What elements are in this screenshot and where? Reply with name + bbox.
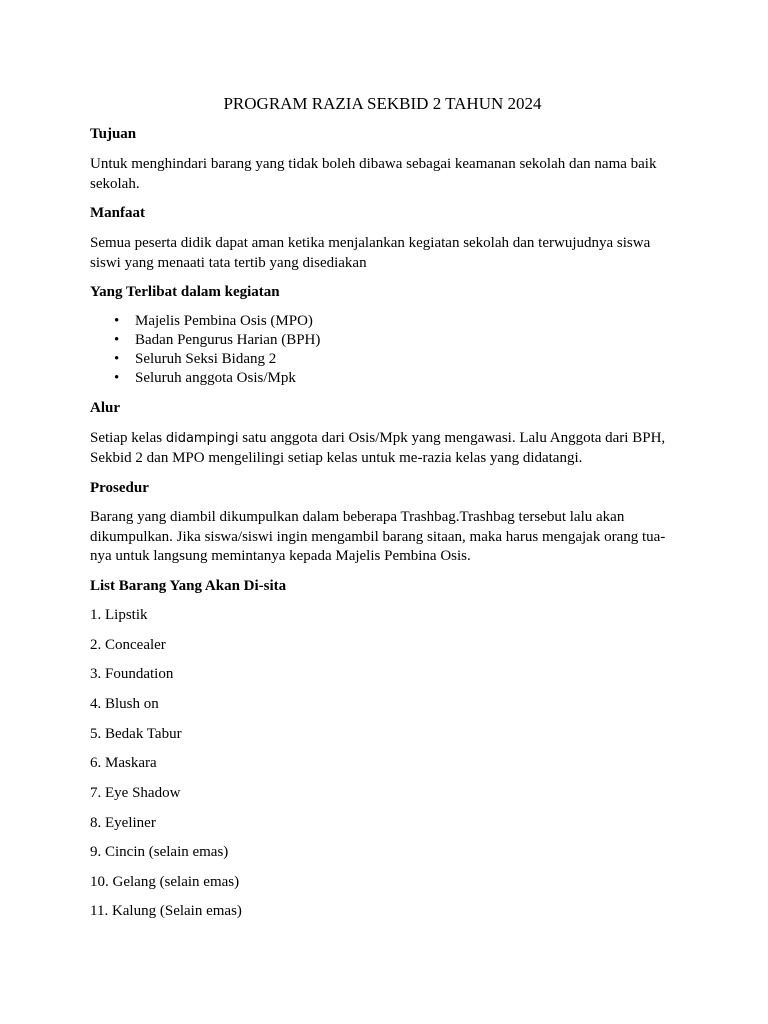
- list-item: 7. Eye Shadow: [90, 785, 181, 801]
- list-item: 10. Gelang (selain emas): [90, 874, 240, 890]
- bullet-icon: •: [114, 313, 120, 329]
- section-heading-tujuan: Tujuan: [90, 126, 137, 142]
- section-heading-list-barang: List Barang Yang Akan Di-sita: [90, 578, 287, 594]
- list-item: [90, 331, 320, 350]
- bullet-icon: •: [114, 351, 120, 367]
- participants-list: [90, 312, 320, 388]
- list-item: 1. Lipstik: [90, 607, 148, 623]
- list-item: [90, 350, 320, 369]
- list-item: 4. Blush on: [90, 696, 159, 712]
- section-heading-terlibat: Yang Terlibat dalam kegiatan: [90, 284, 280, 300]
- section-text-alur: [90, 429, 675, 468]
- alur-text-emphasis: didampingi: [165, 431, 239, 446]
- document-page: [90, 0, 675, 1024]
- bullet-icon: •: [114, 332, 120, 348]
- participant-label: Badan Pengurus Harian (BPH): [135, 332, 321, 348]
- section-heading-manfaat: Manfaat: [90, 205, 145, 221]
- list-item: 2. Concealer: [90, 637, 166, 653]
- section-text-manfaat: Semua peserta didik dapat aman ketika menjalankan kegiatan sekolah dan terwujudnya siswa siswi yang menaati tata tertib yang disediakan: [90, 235, 651, 271]
- section-heading-prosedur: Prosedur: [90, 480, 149, 496]
- list-item: 6. Maskara: [90, 755, 157, 771]
- alur-text-end: satu anggota dari Osis/Mpk yang mengawasi. Lalu Anggota dari BPH, Sekbid 2 dan MPO mengelilingi setiap kelas untuk me-razia kelas yang didatangi.: [90, 430, 666, 466]
- bullet-icon: •: [114, 370, 120, 386]
- section-text-tujuan: Untuk menghindari barang yang tidak boleh dibawa sebagai keamanan sekolah dan nama baik sekolah.: [90, 156, 657, 192]
- section-heading-alur: Alur: [90, 400, 120, 416]
- list-item: 3. Foundation: [90, 666, 174, 682]
- alur-text-start: Setiap kelas: [90, 430, 166, 446]
- participant-label: Seluruh Seksi Bidang 2: [135, 351, 277, 367]
- list-item: 9. Cincin (selain emas): [90, 844, 229, 860]
- list-item: 11. Kalung (Selain emas): [90, 903, 242, 919]
- participant-label: Majelis Pembina Osis (MPO): [135, 313, 313, 329]
- list-item: [90, 369, 320, 388]
- document-title: PROGRAM RAZIA SEKBID 2 TAHUN 2024: [223, 94, 542, 113]
- participant-label: Seluruh anggota Osis/Mpk: [135, 370, 296, 386]
- list-item: 8. Eyeliner: [90, 815, 156, 831]
- list-item: 5. Bedak Tabur: [90, 726, 182, 742]
- list-item: [90, 312, 320, 331]
- section-text-prosedur: Barang yang diambil dikumpulkan dalam beberapa Trashbag.Trashbag tersebut lalu akan dikumpulkan. Jika siswa/siswi ingin mengambil barang sitaan, maka harus mengajak orang tua-nya untuk langsung memintanya kepada Majelis Pembina Osis.: [90, 509, 666, 564]
